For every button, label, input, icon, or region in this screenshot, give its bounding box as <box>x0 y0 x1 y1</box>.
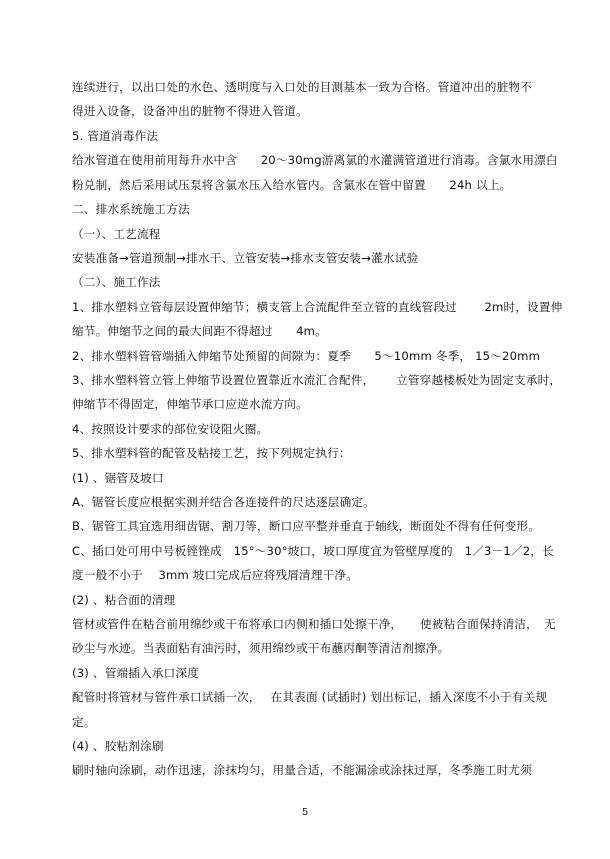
text-line: 5、排水塑料管的配管及粘接工艺，按下列规定执行： <box>72 446 351 460</box>
section-heading: (2) 、粘合面的清理 <box>72 593 176 607</box>
text-line: 粉兑制，然后采用试压泵将含氯水压入给水管内。含氯水在管中留置 24h 以上。 <box>72 178 512 192</box>
text-line: 得进入设备，设备冲出的脏物不得进入管道。 <box>72 104 308 118</box>
text-line: 砂尘与水迹。当表面粘有油污时，须用绵纱或干布蘸丙酮等清洁剂擦净。 <box>72 641 450 655</box>
text-line: 连续进行，以出口处的水色、透明度与入口处的目测基本一致为合格。管道冲出的脏物不 <box>72 80 532 94</box>
text-line: 度一般不小于 3mm 坡口完成后应将残屑清理干净。 <box>72 568 359 582</box>
section-heading: (3) 、管端插入承口深度 <box>72 666 200 680</box>
section-heading: （一）、工艺流程 <box>72 227 161 241</box>
text-line: C、插口处可用中号板锉锉成 15°～30°坡口，坡口厚度宜为管壁厚度的 1／3－1／2，长 <box>72 544 554 558</box>
text-line: 管材或管件在粘合前用绵纱或干布将承口内侧和插口处擦干净， 使被粘合面保持清洁， 无 <box>72 617 556 631</box>
text-line: 定。 <box>72 715 96 729</box>
section-heading: (1) 、锯管及坡口 <box>72 471 164 485</box>
section-heading: (4) 、胶粘剂涂刷 <box>72 739 164 753</box>
text-line: 2、排水塑料管管端插入伸缩节处预留的间隙为：夏季 5～10mm 冬季， 15～20mm <box>72 349 541 363</box>
page-number: 5 <box>302 806 308 818</box>
text-line: A、锯管长度应根据实测并结合各连接件的尺达逐层确定。 <box>72 495 375 509</box>
text-line: 伸缩节不得固定，伸缩节承口应逆水流方向。 <box>72 397 308 411</box>
text-line: 刷时轴向涂刷，动作迅速，涂抹均匀，用量合适，不能漏涂或涂抹过厚，冬季施工时尤须 <box>72 763 532 777</box>
text-line: 给水管道在使用前用每升水中含 20～30mg游离氯的水灌满管道进行消毒。含氯水用漂白 <box>72 153 558 167</box>
text-line: 1、排水塑料立管每层设置伸缩节；横支管上合流配件至立管的直线管段过 2m时，设置伸 <box>72 300 563 314</box>
section-heading: （二）、施工作法 <box>72 275 161 289</box>
text-line: 安装准备→管道预制→排水干、立管安装→排水支管安装→灌水试验 <box>72 251 419 265</box>
section-heading: 二、排水系统施工方法 <box>72 202 190 216</box>
text-line: 3、排水塑料管立管上伸缩节设置位置靠近水流汇合配件， 立管穿越楼板处为固定支承时， <box>72 373 562 387</box>
text-line: B、锯管工具宜选用细齿锯、割刀等，断口应平整并垂直于轴线，断面处不得有任何变形。 <box>72 519 541 533</box>
text-line: 配管时将管材与管件承口试插一次， 在其表面 (试插时) 划出标记，插入深度不小于有关规 <box>72 690 548 704</box>
text-line: 缩节。伸缩节之间的最大间距不得超过 4m。 <box>72 324 327 338</box>
text-line: 4、按照设计要求的部位安设阻火圈。 <box>72 422 269 436</box>
section-heading: 5. 管道消毒作法 <box>72 129 159 143</box>
